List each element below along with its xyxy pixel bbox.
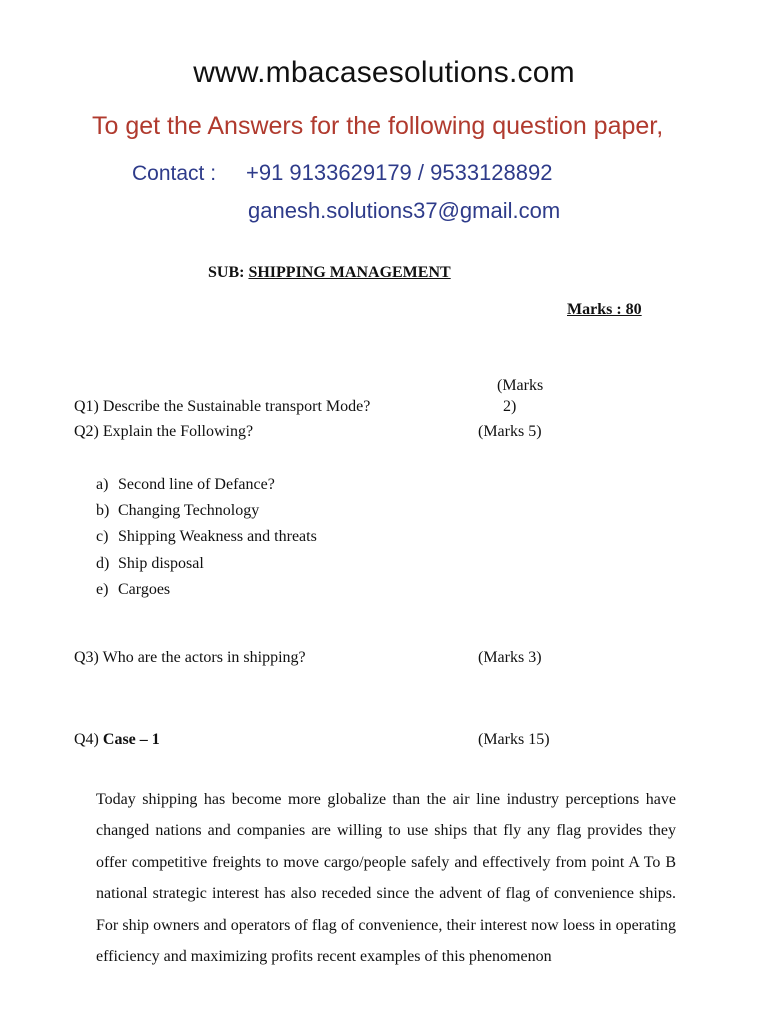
q2-marks: (Marks 5) <box>478 423 542 440</box>
website-url: www.mbacasesolutions.com <box>193 56 575 89</box>
subject-title: SHIPPING MANAGEMENT <box>248 264 451 281</box>
list-item <box>96 502 317 528</box>
list-item-letter: d) <box>96 554 110 572</box>
subject-prefix: SUB: <box>208 264 245 281</box>
q1-text: Q1) Describe the Sustainable transport Mode? <box>74 398 371 415</box>
list-item-text: Ship disposal <box>118 554 204 572</box>
list-item-text: Shipping Weakness and threats <box>118 528 317 546</box>
q3-marks: (Marks 3) <box>478 649 542 666</box>
list-item <box>96 581 317 607</box>
answers-notice: To get the Answers for the following question paper, <box>92 112 664 140</box>
contact-phones: +91 9133629179 / 9533128892 <box>246 160 553 185</box>
list-item-letter: e) <box>96 580 109 598</box>
q1-marks-line1: (Marks <box>497 377 544 394</box>
case-paragraph: Today shipping has become more globalize than the air line industry perceptions have changed nations and companies are willing to use ships that fly any flag provides they offer competitive freights to move cargo/people safely and effectively from point A To B national strategic interest has also receded since the advent of flag of convenience ships. For ship owners and operators of flag of convenience, their interest now loess in operating efficiency and maximizing profits recent examples of this phenomenon <box>96 791 676 966</box>
subject-line <box>208 264 451 282</box>
list-item-letter: b) <box>96 502 110 520</box>
contact-label: Contact : <box>132 162 217 185</box>
list-item <box>96 528 317 554</box>
list-item <box>96 555 317 581</box>
q1-marks-line2: 2) <box>503 398 517 415</box>
contact-row <box>132 160 552 186</box>
list-item-letter: c) <box>96 528 109 546</box>
list-item-text: Changing Technology <box>118 502 260 520</box>
q4-marks: (Marks 15) <box>478 731 550 748</box>
q3-text: Q3) Who are the actors in shipping? <box>74 649 306 666</box>
list-item <box>96 476 317 502</box>
q4-case-title: Case – 1 <box>102 731 160 748</box>
list-item-text: Second line of Defance? <box>118 476 275 493</box>
list-item-letter: a) <box>96 476 109 493</box>
q4-prefix: Q4) <box>74 731 99 748</box>
total-marks: Marks : 80 <box>567 301 642 318</box>
q2-subquestion-list <box>96 476 317 607</box>
q4-heading <box>74 731 160 749</box>
list-item-text: Cargoes <box>118 580 171 598</box>
q2-text: Q2) Explain the Following? <box>74 423 254 440</box>
contact-email: ganesh.solutions37@gmail.com <box>248 198 561 223</box>
